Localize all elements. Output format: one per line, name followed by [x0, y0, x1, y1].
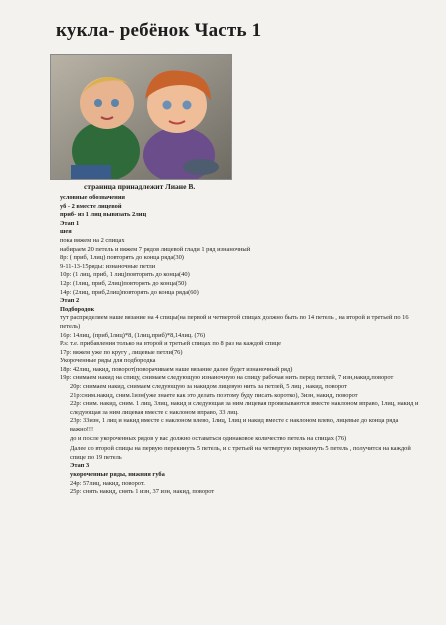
- doll-photo-image: [51, 55, 231, 179]
- doll-photo: [50, 54, 232, 180]
- text-line: 16р: 14лиц, (приб,1лиц)*8, (1лиц,приб)*8,14лиц. (76): [60, 331, 206, 339]
- text-line: тут распределяем наше вязание на 4 спицы(на первой и четвертой спицах должно быть по 14 петель , на второй и третьей по 16 петель): [60, 314, 409, 330]
- text-line: Укороченные ряды для подбородка: [60, 357, 156, 365]
- text-line: Подбородок: [60, 305, 95, 313]
- text-line: 8р: ( приб, 1лиц) повторять до конца ряда(30): [60, 254, 184, 262]
- text-line: Этап 2: [60, 297, 80, 305]
- text-line: уб - 2 вместе лицевой: [60, 202, 122, 210]
- photo-caption: страница принадлежит Лиане В.: [84, 182, 196, 191]
- text-line: шея: [60, 228, 72, 236]
- text-line: условные обозначения: [60, 194, 125, 201]
- page-title: кукла- ребёнок Часть 1: [56, 20, 262, 41]
- text-line: Этап 1: [60, 219, 80, 227]
- text-line: укороченные ряды, нижняя губа: [70, 471, 165, 478]
- text-line: 14р: (2лиц, приб,2лиц)повторять до конца ряда(60): [60, 288, 199, 296]
- text-line: Р.s: т.е. прибавления только на второй и третьей спицах по 8 раз на каждой спице: [60, 340, 282, 348]
- text-line: 12р: (1лиц, приб, 2лиц)повторять до конца(50): [60, 279, 187, 287]
- text-line: 22р: сним. накид, сним. 1 лиц, 3лиц, накид и следующая за ним лицевая провязываются вместе наклоном вправо, 1лиц, накид и следующая за ним лицевая вместе с наклоном вправо, 33 лиц.: [70, 400, 419, 416]
- text-line: набираем 20 петель и вяжем 7 рядов лицевой глади 1 ряд изнаночный: [60, 245, 251, 253]
- text-line: пока вяжем на 2 спицах: [60, 236, 125, 244]
- text-line: 9-11-13-15ряды: изнаночные петли: [60, 262, 156, 270]
- text-line: важно!!!: [70, 426, 94, 434]
- text-line: Далее со второй спицы на первую перекинуть 5 петель, и с третьей на четвертую перекинуть 5 петель , получится на каждой спице по 19 петель: [70, 445, 411, 461]
- text-line: до и после укороченных рядов у вас должно оставаться одинаковое количество петель на спицах (76): [70, 434, 347, 442]
- pattern-text: [38, 194, 428, 497]
- text-line: 23р: 33изн, 1 лиц и накид вместе с наклоном влево, 1лиц, 1лиц и накид вместе с наклоном влево, лицевые до конца ряда: [70, 417, 399, 425]
- text-line: 21р:сним.накид, сним.1изн(уже знаете как это делать поэтому буду писать коротко), 3изн, накид, поворот: [70, 391, 358, 399]
- text-line: 24р: 57лиц, накид, поворот.: [70, 479, 145, 487]
- text-line: приб- из 1 лиц вывязать 2лиц: [60, 211, 147, 219]
- text-line: 19р: снимаем накид на спицу, снимаем следующую изнаночную на спицу рабочая нить перед петлей, 7 изн,накид,поворот: [60, 374, 394, 382]
- text-line: 17р: вяжем уже по кругу , лицевые петли(76): [60, 348, 183, 356]
- text-line: 18р: 42лиц, накид, поворот(поворачиваем наше вязание далее будет изнаночный ряд): [60, 365, 293, 373]
- text-line: 20р: снимаем накид, снимаем следующую за накидом лицевую нить за петлей, 5 лиц , накид, поворот: [70, 383, 347, 391]
- text-line: 25р: снять накид, снять 1 изн, 37 изн, накид, поворот: [70, 488, 215, 496]
- text-line: 10р: (1 лиц, приб, 1 лиц)повторять до конца(40): [60, 271, 190, 279]
- text-line: Этап 3: [70, 462, 90, 470]
